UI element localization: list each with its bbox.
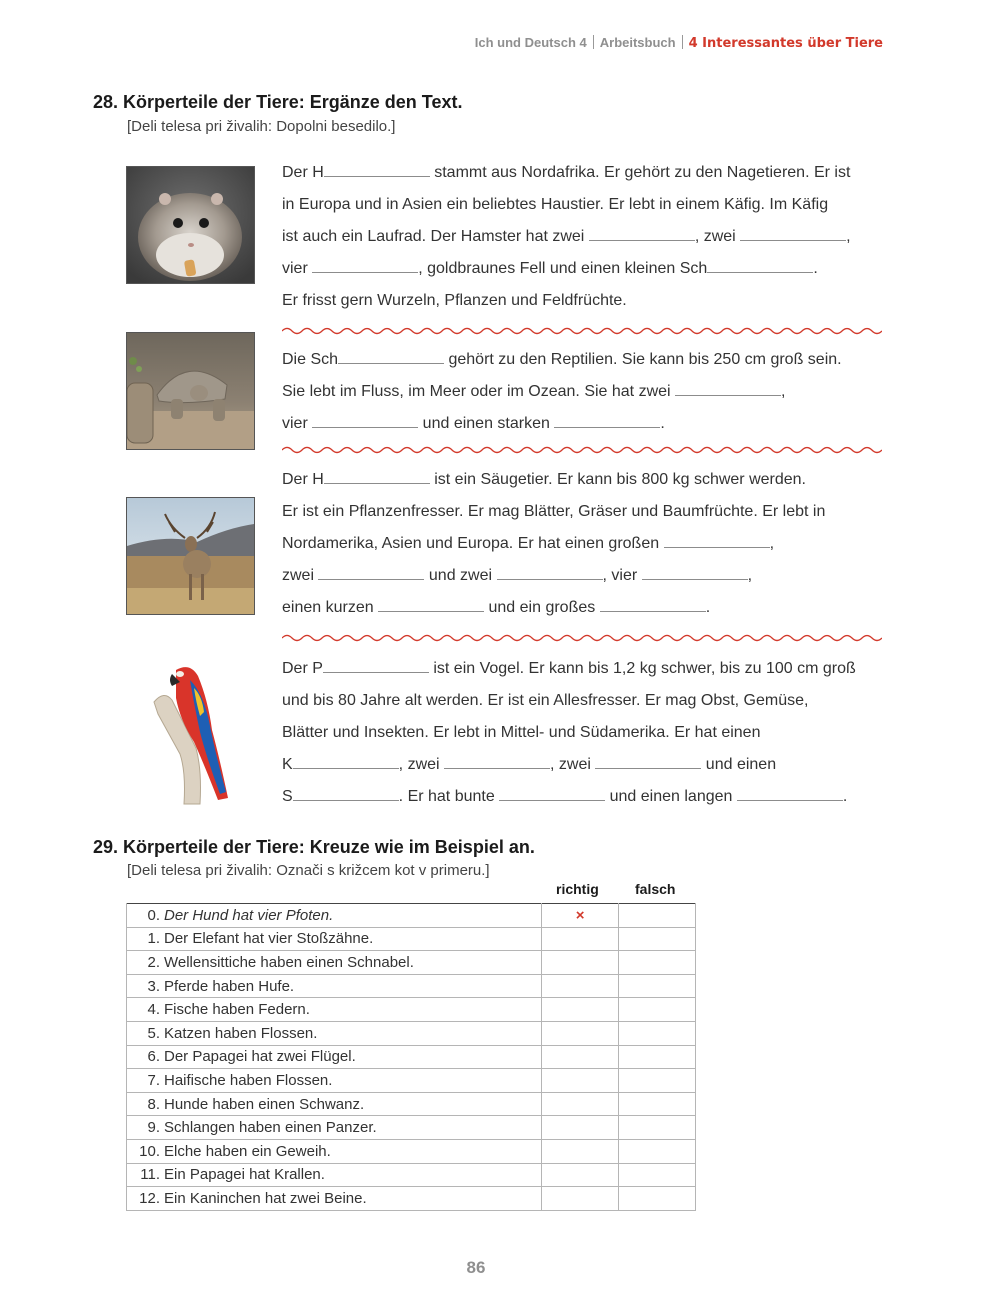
gap-blank[interactable] <box>293 786 399 801</box>
gap-blank[interactable] <box>737 786 843 801</box>
wavy-divider <box>282 445 882 455</box>
text-segment: Der H <box>282 164 324 181</box>
gap-blank[interactable] <box>318 565 424 580</box>
statement-cell <box>127 1021 542 1045</box>
cross-mark-icon: × <box>575 906 585 924</box>
gap-blank[interactable] <box>740 226 846 241</box>
chapter-title: 4 Interessantes über Tiere <box>688 36 883 51</box>
table-row <box>127 998 696 1022</box>
gap-blank[interactable] <box>338 349 444 364</box>
statement-number: 5. <box>147 1024 160 1042</box>
text-segment: Nordamerika, Asien und Europa. Er hat einen großen <box>282 535 664 552</box>
text-segment: einen kurzen <box>282 599 379 616</box>
statement-text: Pferde haben Hufe. <box>164 977 295 995</box>
gap-blank[interactable] <box>600 597 706 612</box>
gap-blank[interactable] <box>499 786 605 801</box>
text-segment: zwei <box>282 567 319 584</box>
text-line <box>282 221 892 253</box>
task-29-subtitle: [Deli telesa pri živalih: Označi s križcem kot v primeru.] <box>127 862 490 879</box>
text-segment: . <box>842 788 848 805</box>
text-segment: , zwei <box>550 756 596 773</box>
gap-blank[interactable] <box>312 258 418 273</box>
text-segment: . Er hat bunte <box>398 788 500 805</box>
table-row <box>127 1116 696 1140</box>
table-row <box>127 1092 696 1116</box>
gap-blank[interactable] <box>324 162 430 177</box>
text-segment: ist ein Vogel. Er kann bis 1,2 kg schwer, bis zu 100 cm groß <box>428 660 856 677</box>
checkbox-falsch[interactable] <box>619 951 696 975</box>
checkbox-richtig[interactable] <box>542 1163 619 1187</box>
gap-blank[interactable] <box>324 469 430 484</box>
text-segment: und einen starken <box>418 415 555 432</box>
gap-blank[interactable] <box>323 658 429 673</box>
text-segment: und einen langen <box>605 788 737 805</box>
text-line <box>282 157 892 189</box>
text-segment: . <box>705 599 711 616</box>
text-segment: , <box>769 535 775 552</box>
column-header-falsch: falsch <box>635 881 676 897</box>
text-line <box>282 528 892 560</box>
text-line <box>282 685 892 717</box>
text-segment: und einen <box>701 756 777 773</box>
statement-cell <box>127 927 542 951</box>
book-part: Arbeitsbuch <box>599 35 676 50</box>
text-parrot <box>282 653 892 813</box>
header-divider <box>682 35 683 49</box>
wavy-divider <box>282 326 882 336</box>
statement-cell <box>127 1163 542 1187</box>
checkbox-falsch[interactable] <box>619 998 696 1022</box>
deer-photo <box>126 497 255 615</box>
statement-text: Schlangen haben einen Panzer. <box>164 1119 377 1137</box>
table-row <box>127 927 696 951</box>
task-29-title: 29. Körperteile der Tiere: Kreuze wie im Beispiel an. <box>93 837 535 857</box>
table-row <box>127 1163 696 1187</box>
statement-cell <box>127 1069 542 1093</box>
statement-text: Haifische haben Flossen. <box>164 1071 333 1089</box>
gap-blank[interactable] <box>378 597 484 612</box>
statement-cell <box>127 974 542 998</box>
checkbox-richtig[interactable] <box>542 1069 619 1093</box>
text-tortoise <box>282 344 892 440</box>
text-hamster <box>282 157 892 317</box>
statement-text: Wellensittiche haben einen Schnabel. <box>164 953 414 971</box>
text-line <box>282 592 892 624</box>
text-segment: stammt aus Nordafrika. Er gehört zu den Nagetieren. Er ist <box>429 164 851 181</box>
text-segment: Er ist ein Pflanzenfresser. Er mag Blätter, Gräser und Baumfrüchte. Er lebt in <box>282 503 826 520</box>
text-line <box>282 285 892 317</box>
running-header <box>475 35 883 51</box>
text-line <box>282 376 892 408</box>
task-28-subtitle: [Deli telesa pri živalih: Dopolni besedilo.] <box>127 118 396 135</box>
checkbox-falsch[interactable] <box>619 1021 696 1045</box>
text-line <box>282 717 892 749</box>
statement-cell <box>127 998 542 1022</box>
statement-cell <box>127 951 542 975</box>
text-segment: , <box>781 383 786 400</box>
true-false-table <box>126 903 696 1211</box>
checkbox-richtig[interactable] <box>542 974 619 998</box>
text-segment: K <box>282 756 293 773</box>
statement-number: 4. <box>147 1001 160 1019</box>
statement-number: 12. <box>139 1189 160 1207</box>
checkbox-falsch[interactable] <box>619 1069 696 1093</box>
statement-number: 9. <box>147 1119 160 1137</box>
gap-blank[interactable] <box>664 533 770 548</box>
table-row <box>127 951 696 975</box>
text-segment: und ein großes <box>484 599 600 616</box>
text-segment: , vier <box>602 567 642 584</box>
statement-number: 11. <box>140 1166 160 1184</box>
text-segment: , zwei <box>694 228 741 245</box>
text-line <box>282 189 892 221</box>
statement-cell <box>127 904 542 928</box>
statement-number: 7. <box>147 1071 160 1089</box>
text-segment: gehört zu den Reptilien. Sie kann bis 250 cm groß sein. <box>444 351 842 368</box>
text-segment: , <box>747 567 753 584</box>
text-segment: vier <box>282 260 313 277</box>
text-segment: und bis 80 Jahre alt werden. Er ist ein Allesfresser. Er mag Obst, Gemüse, <box>282 692 809 709</box>
table-row <box>127 904 696 928</box>
text-segment: Die Sch <box>282 351 339 368</box>
text-segment: , <box>846 228 851 245</box>
text-segment: Der H <box>282 471 324 488</box>
checkbox-falsch[interactable] <box>619 1139 696 1163</box>
text-segment: . <box>660 415 665 432</box>
task-28-title: 28. Körperteile der Tiere: Ergänze den Text. <box>93 92 463 112</box>
text-line <box>282 344 892 376</box>
table-row <box>127 1187 696 1211</box>
text-line <box>282 560 892 592</box>
statement-text: Katzen haben Flossen. <box>164 1024 318 1042</box>
text-line <box>282 408 892 440</box>
text-line <box>282 749 892 781</box>
text-segment: Er frisst gern Wurzeln, Pflanzen und Feldfrüchte. <box>282 292 627 309</box>
table-row <box>127 974 696 998</box>
statement-text: Hunde haben einen Schwanz. <box>164 1095 365 1113</box>
column-header-richtig: richtig <box>556 881 599 897</box>
checkbox-falsch[interactable] <box>619 1163 696 1187</box>
statement-number: 1. <box>147 930 160 948</box>
wavy-divider <box>282 633 882 643</box>
statement-text: Ein Papagei hat Krallen. <box>164 1166 325 1184</box>
checkbox-richtig[interactable] <box>542 1187 619 1211</box>
checkbox-richtig[interactable] <box>542 1092 619 1116</box>
statement-number: 0. <box>147 906 160 924</box>
text-segment: Sie lebt im Fluss, im Meer oder im Ozean. Sie hat zwei <box>282 383 676 400</box>
text-line <box>282 781 892 813</box>
checkbox-falsch[interactable] <box>619 1187 696 1211</box>
gap-blank[interactable] <box>642 565 748 580</box>
text-line <box>282 653 892 685</box>
text-deer <box>282 464 892 624</box>
page-number: 86 <box>466 1258 486 1277</box>
text-line <box>282 496 892 528</box>
checkbox-richtig[interactable] <box>542 1021 619 1045</box>
checkbox-richtig[interactable] <box>542 998 619 1022</box>
statement-cell <box>127 1092 542 1116</box>
checkbox-richtig[interactable] <box>542 1139 619 1163</box>
checkbox-richtig[interactable] <box>542 927 619 951</box>
gap-blank[interactable] <box>554 413 660 428</box>
book-title: Ich und Deutsch 4 <box>474 35 587 50</box>
tortoise-photo <box>126 332 255 450</box>
statement-number: 6. <box>147 1048 160 1066</box>
gap-blank[interactable] <box>444 754 550 769</box>
text-segment: Blätter und Insekten. Er lebt in Mittel- und Südamerika. Er hat einen <box>282 724 761 741</box>
text-segment: , goldbraunes Fell und einen kleinen Sch <box>418 260 708 277</box>
statement-cell <box>127 1045 542 1069</box>
statement-cell <box>127 1116 542 1140</box>
table-row <box>127 1139 696 1163</box>
text-line <box>282 253 892 285</box>
table-row <box>127 1045 696 1069</box>
header-divider <box>593 35 594 49</box>
gap-blank[interactable] <box>589 226 695 241</box>
statement-cell <box>127 1187 542 1211</box>
gap-blank[interactable] <box>595 754 701 769</box>
text-segment: . <box>813 260 818 277</box>
text-segment: S <box>282 788 293 805</box>
gap-blank[interactable] <box>497 565 603 580</box>
statement-text: Der Papagei hat zwei Flügel. <box>164 1048 356 1066</box>
text-segment: Der P <box>282 660 323 677</box>
checkbox-falsch[interactable] <box>619 1116 696 1140</box>
text-segment: ist ein Säugetier. Er kann bis 800 kg schwer werden. <box>429 471 806 488</box>
statement-number: 8. <box>147 1095 160 1113</box>
statement-text: Ein Kaninchen hat zwei Beine. <box>164 1189 367 1207</box>
checkbox-falsch[interactable] <box>619 1045 696 1069</box>
text-line <box>282 464 892 496</box>
text-segment: und zwei <box>424 567 497 584</box>
text-segment: in Europa und in Asien ein beliebtes Haustier. Er lebt in einem Käfig. Im Käfig <box>282 196 829 213</box>
statement-number: 3. <box>147 977 160 995</box>
gap-blank[interactable] <box>707 258 813 273</box>
text-segment: vier <box>282 415 313 432</box>
checkbox-richtig[interactable] <box>542 904 619 928</box>
gap-blank[interactable] <box>675 381 781 396</box>
text-segment: ist auch ein Laufrad. Der Hamster hat zwei <box>282 228 589 245</box>
gap-blank[interactable] <box>312 413 418 428</box>
checkbox-falsch[interactable] <box>619 974 696 998</box>
checkbox-falsch[interactable] <box>619 904 696 928</box>
hamster-photo <box>126 166 255 284</box>
table-row <box>127 1021 696 1045</box>
statement-text: Der Hund hat vier Pfoten. <box>164 906 334 924</box>
checkbox-falsch[interactable] <box>619 1092 696 1116</box>
checkbox-richtig[interactable] <box>542 1116 619 1140</box>
statement-text: Elche haben ein Geweih. <box>164 1142 331 1160</box>
parrot-photo <box>150 660 240 806</box>
checkbox-richtig[interactable] <box>542 951 619 975</box>
table-row <box>127 1069 696 1093</box>
checkbox-falsch[interactable] <box>619 927 696 951</box>
text-segment: , zwei <box>398 756 445 773</box>
statement-cell <box>127 1139 542 1163</box>
statement-number: 2. <box>147 953 160 971</box>
statement-text: Fische haben Federn. <box>164 1001 310 1019</box>
statement-text: Der Elefant hat vier Stoßzähne. <box>164 930 374 948</box>
checkbox-richtig[interactable] <box>542 1045 619 1069</box>
gap-blank[interactable] <box>293 754 399 769</box>
statement-number: 10. <box>139 1142 160 1160</box>
